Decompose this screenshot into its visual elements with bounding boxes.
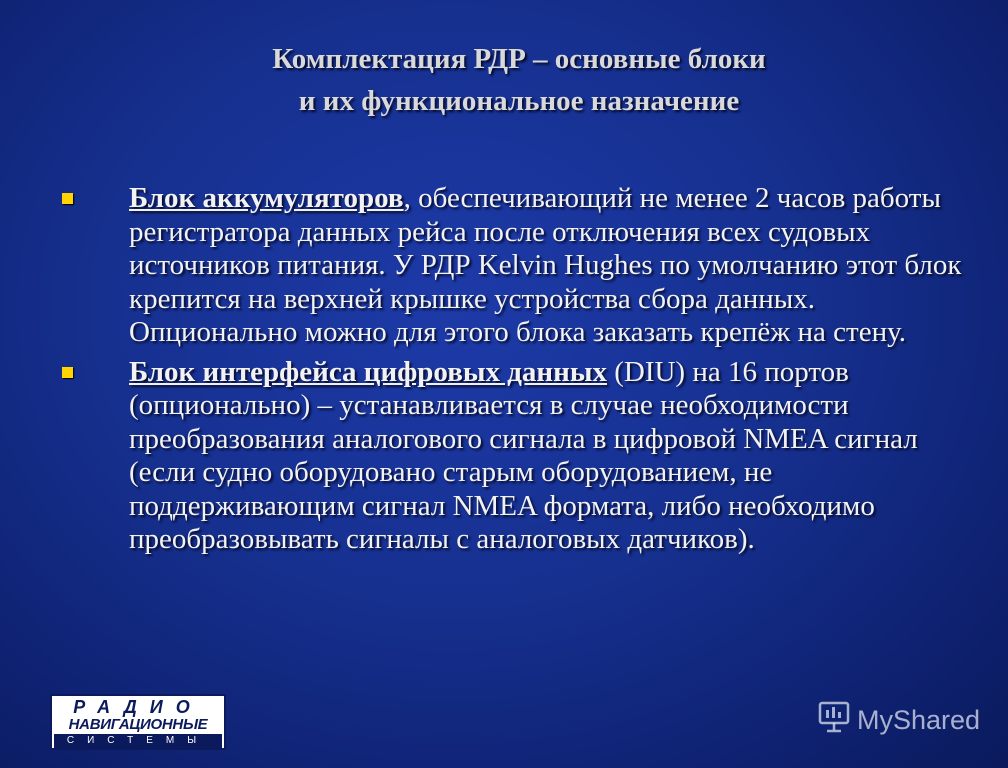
title-line-2: и их функциональное назначение	[298, 85, 740, 117]
logo-line-1: РАДИО	[73, 697, 203, 717]
myshared-watermark	[817, 700, 997, 740]
presentation-board-icon	[817, 700, 851, 741]
company-logo	[50, 694, 226, 750]
bullet-list	[62, 182, 962, 563]
bullet-text	[129, 182, 962, 350]
bullet-body: (DIU) на 16 портов (опционально) – устанавливается в случае необходимости преобразования аналогового сигнала в цифровой NMEA сигнал (если судно оборудовано старым оборудованием, не поддерживающим сигнал NMEA формата, либо необходимо преобразовывать сигналы с аналоговых датчиков).	[129, 355, 918, 555]
bullet-body: , обеспечивающий не менее 2 часов работы регистратора данных рейса после отключения всех судовых источников питания. У РДР Kelvin Hughes по умолчанию этот блок крепится на верхней крышке устройства сбора данных. Опционально можно для этого блока заказать крепёж на стену.	[129, 182, 962, 348]
watermark-text: MyShared	[857, 704, 981, 735]
bullet-item	[62, 182, 962, 350]
bullet-heading: Блок интерфейса цифровых данных	[129, 355, 607, 388]
bullet-item	[62, 356, 962, 557]
square-bullet-icon	[62, 367, 73, 378]
title-line-1: Комплектация РДР – основные блоки	[272, 43, 766, 75]
bullet-heading: Блок аккумуляторов	[129, 182, 404, 214]
bullet-text	[129, 356, 962, 557]
logo-line-3: СИСТЕМЫ	[54, 734, 222, 748]
square-bullet-icon	[62, 193, 73, 204]
logo-line-2: НАВИГАЦИОННЫЕ	[68, 716, 208, 733]
slide-title	[0, 38, 1008, 122]
